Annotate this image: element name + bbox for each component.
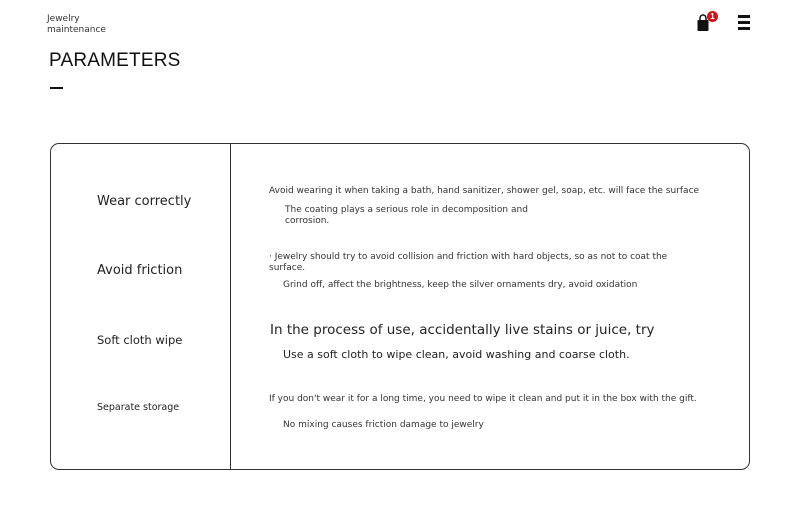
column-divider — [230, 144, 231, 469]
title-underline — [50, 87, 63, 89]
page-title: PARAMETERS — [49, 50, 181, 71]
parameters-panel — [50, 143, 750, 470]
param-desc-separate-storage-line2: No mixing causes friction damage to jewelry — [283, 420, 484, 430]
param-label-avoid-friction: Avoid friction — [97, 263, 183, 278]
param-label-soft-cloth-wipe: Soft cloth wipe — [97, 333, 183, 347]
hamburger-menu-icon-bar-middle — [738, 21, 750, 24]
param-desc-soft-cloth-wipe-line1: In the process of use, accidentally live stains or juice, try — [270, 322, 655, 338]
cart-button[interactable] — [696, 14, 718, 34]
param-desc-soft-cloth-wipe-line2: Use a soft cloth to wipe clean, avoid washing and coarse cloth. — [283, 348, 630, 361]
param-desc-separate-storage-line1: If you don't wear it for a long time, you need to wipe it clean and put it in the box with the gift. — [269, 394, 697, 404]
hamburger-menu-icon-bar-bottom — [738, 27, 750, 30]
param-desc-wear-correctly-line2: The coating plays a serious role in decomposition and corrosion. — [285, 205, 528, 226]
param-desc-avoid-friction-line2: Grind off, affect the brightness, keep the silver ornaments dry, avoid oxidation — [283, 280, 638, 290]
brand-line-1: Jewelry — [47, 14, 80, 24]
cart-count-badge: 1 — [707, 11, 718, 22]
param-label-wear-correctly: Wear correctly — [97, 194, 192, 209]
param-label-separate-storage: Separate storage — [97, 402, 180, 413]
brand-title[interactable] — [47, 14, 106, 36]
brand-line-2: maintenance — [47, 25, 106, 35]
param-desc-wear-correctly-line1: Avoid wearing it when taking a bath, hand sanitizer, shower gel, soap, etc. will face the surface — [269, 186, 700, 196]
hamburger-menu-icon-bar-top — [738, 15, 750, 18]
menu-button[interactable] — [738, 15, 750, 30]
param-desc-avoid-friction-line1: · Jewelry should try to avoid collision and friction with hard objects, so as not to coat the surface. — [269, 252, 668, 273]
